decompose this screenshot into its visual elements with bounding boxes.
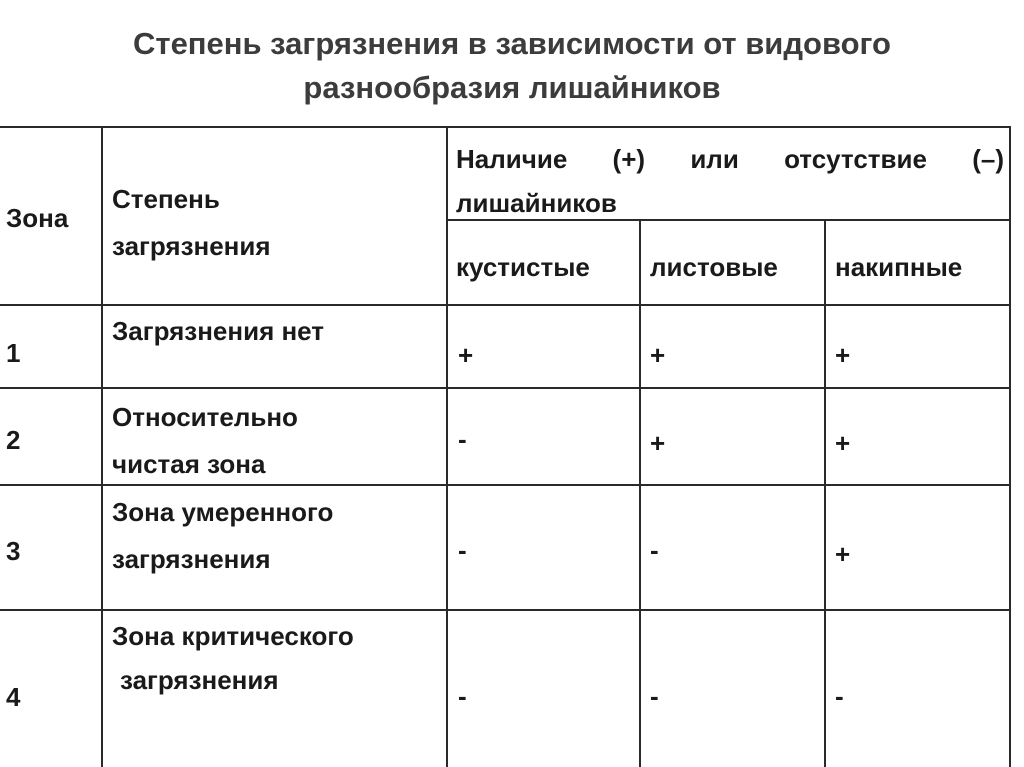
row-3-crustose: + [835, 539, 851, 569]
row-4-crustose: - [835, 681, 844, 711]
title-line-1: Степень загрязнения в зависимости от видового [133, 26, 891, 61]
row-4-zone: 4 [6, 682, 21, 712]
row-2-zone: 2 [6, 425, 21, 455]
grid-line-header-bottom [0, 304, 1011, 306]
row-1-degree: Загрязнения нет [112, 316, 325, 346]
row-4-shrubby: - [458, 681, 467, 711]
grid-line-right [1009, 126, 1011, 767]
row-1-foliose: + [650, 340, 666, 370]
row-3-zone: 3 [6, 536, 21, 566]
header-presence-line-1: Наличие (+) или отсутствие (–) [456, 144, 1004, 174]
title-line-2: разнообразия лишайников [303, 70, 721, 105]
header-type-shrubby: кустистые [456, 252, 590, 282]
row-4-foliose: - [650, 681, 659, 711]
header-degree [112, 176, 271, 270]
row-4-degree-line-2: загрязнения [120, 665, 279, 695]
header-degree-line-1: Степень [112, 184, 220, 214]
row-1-zone: 1 [6, 338, 21, 368]
row-1-shrubby: + [458, 340, 474, 370]
header-degree-line-2: загрязнения [112, 231, 271, 261]
row-2-degree-line-1: Относительно [112, 402, 298, 432]
header-presence [456, 137, 1004, 225]
row-3-foliose: - [650, 535, 659, 565]
row-3-shrubby: - [458, 535, 467, 565]
grid-line-col-type-2 [824, 220, 826, 767]
row-4-degree-line-1: Зона критического [112, 621, 354, 651]
header-type-foliose: листовые [650, 252, 778, 282]
row-4-degree [112, 614, 354, 702]
grid-line-row-3 [0, 609, 1011, 611]
row-3-degree-line-2: загрязнения [112, 544, 271, 574]
row-2-crustose: + [835, 428, 851, 458]
header-zone: Зона [6, 203, 69, 233]
row-1-crustose: + [835, 340, 851, 370]
row-2-degree [112, 394, 298, 488]
row-2-degree-line-2: чистая зона [112, 449, 266, 479]
header-presence-line-2: лишайников [456, 188, 617, 218]
grid-line-top [0, 126, 1011, 128]
grid-line-row-1 [0, 387, 1011, 389]
row-3-degree-line-1: Зона умеренного [112, 497, 334, 527]
page-title [0, 22, 1024, 110]
grid-line-col-zone [101, 126, 103, 767]
row-2-foliose: + [650, 428, 666, 458]
grid-line-col-degree [446, 126, 448, 767]
row-3-degree [112, 489, 333, 583]
grid-line-col-type-1 [639, 220, 641, 767]
header-type-crustose: накипные [835, 252, 963, 282]
row-2-shrubby: - [458, 424, 467, 454]
